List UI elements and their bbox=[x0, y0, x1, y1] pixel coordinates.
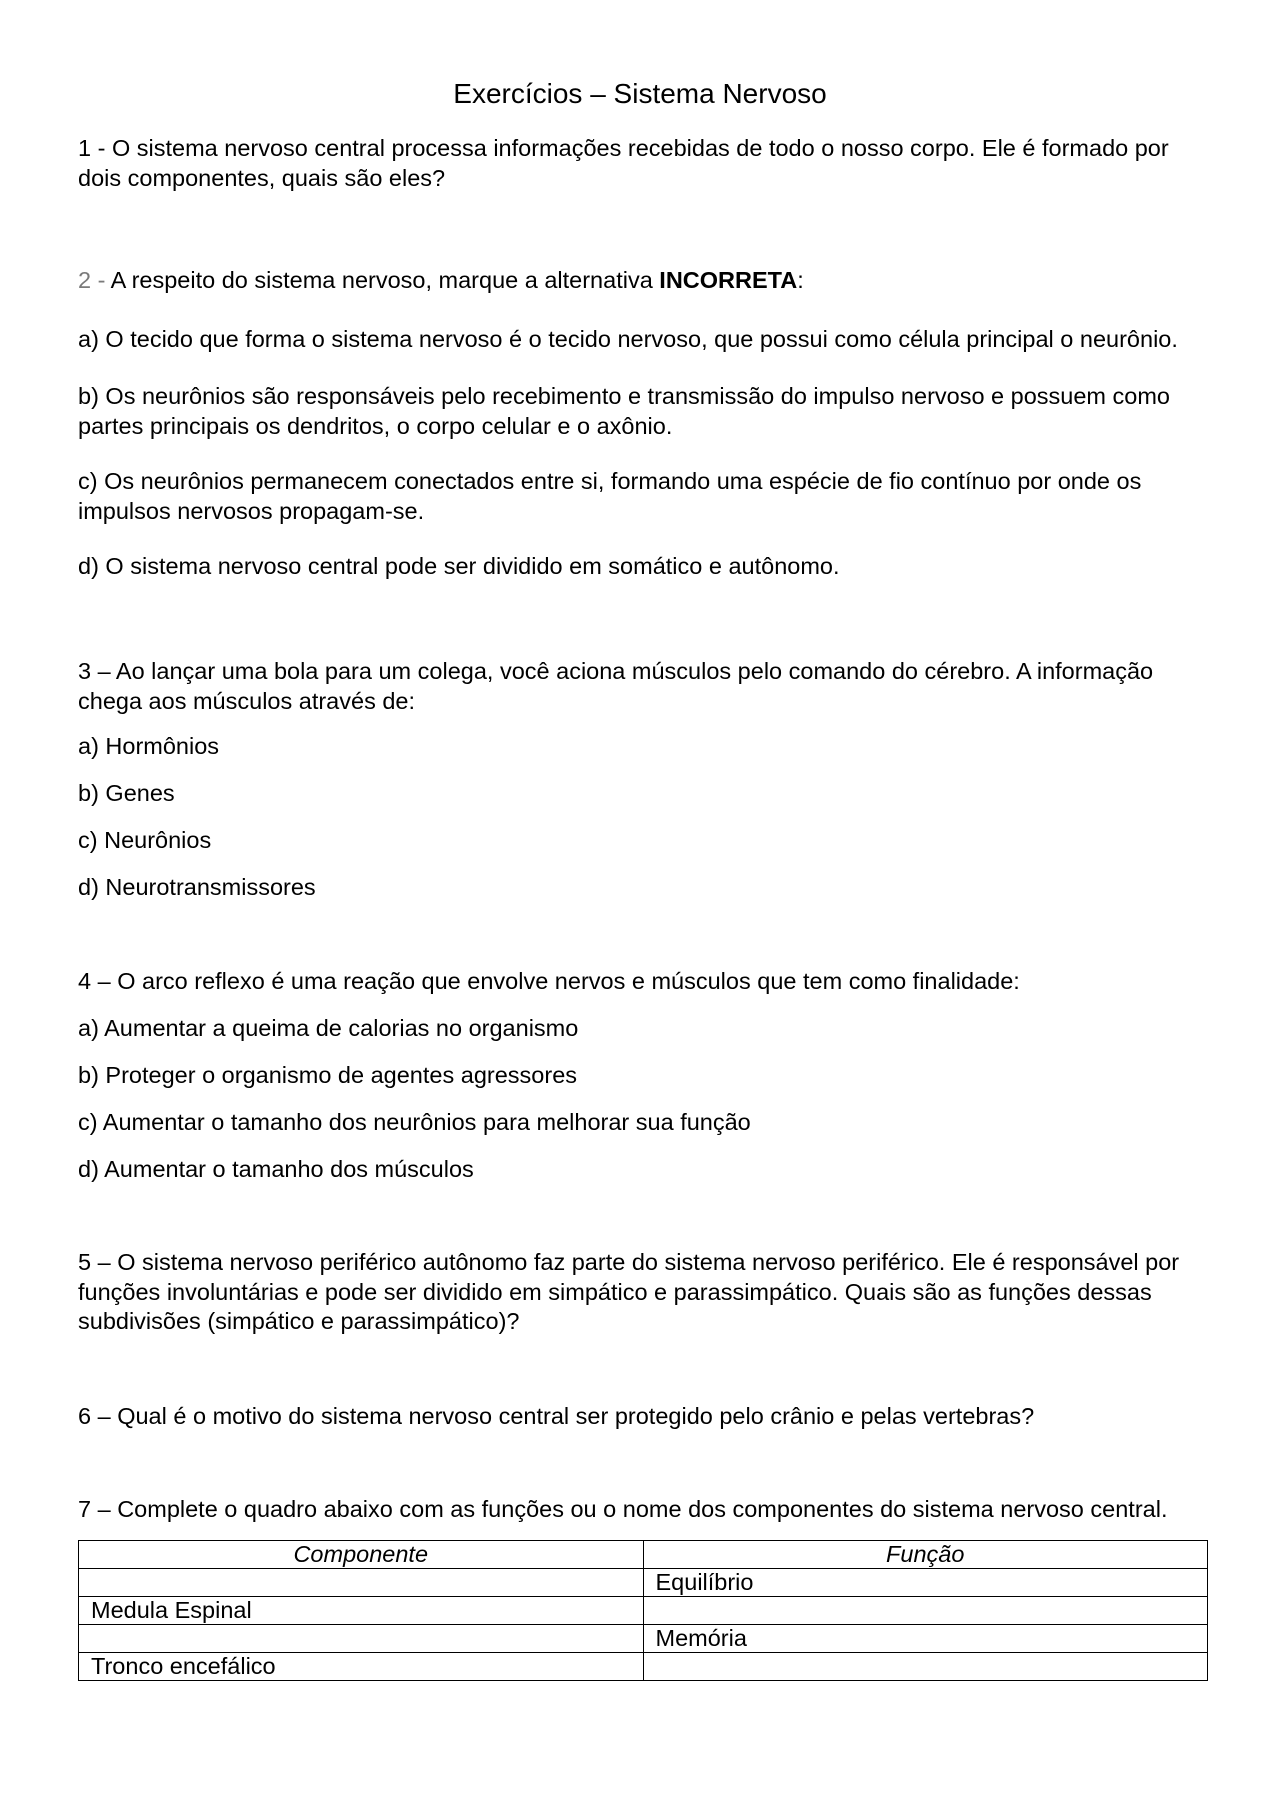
question-2-option-d: d) O sistema nervoso central pode ser dividido em somático e autônomo. bbox=[78, 553, 840, 579]
question-2-prompt bbox=[78, 266, 1208, 296]
question-7-text: 7 – Complete o quadro abaixo com as funções ou o nome dos componentes do sistema nervoso central. bbox=[78, 1496, 1168, 1522]
question-3-text: 3 – Ao lançar uma bola para um colega, você aciona músculos pelo comando do cérebro. A informação chega aos músculos através de: bbox=[78, 658, 1154, 714]
question-4-option-a: a) Aumentar a queima de calorias no organismo bbox=[78, 1015, 579, 1041]
question-2-number: 2 - bbox=[78, 267, 106, 293]
table-row bbox=[79, 1653, 1208, 1681]
table-row bbox=[79, 1625, 1208, 1653]
page-title: Exercícios – Sistema Nervoso bbox=[453, 78, 827, 109]
question-4-option-b: b) Proteger o organismo de agentes agressores bbox=[78, 1062, 578, 1088]
table-cell-funcao[interactable] bbox=[643, 1653, 1208, 1681]
table-header-componente: Componente bbox=[79, 1541, 644, 1569]
table-row bbox=[79, 1597, 1208, 1625]
table-cell-componente[interactable] bbox=[79, 1569, 644, 1597]
table-cell-funcao: Equilíbrio bbox=[643, 1569, 1208, 1597]
table-row bbox=[79, 1569, 1208, 1597]
table-cell-funcao: Memória bbox=[643, 1625, 1208, 1653]
question-4-option-d: d) Aumentar o tamanho dos músculos bbox=[78, 1156, 474, 1182]
question-4-text: 4 – O arco reflexo é uma reação que envolve nervos e músculos que tem como finalidade: bbox=[78, 968, 1020, 994]
table-cell-componente[interactable] bbox=[79, 1625, 644, 1653]
table-header-row bbox=[79, 1541, 1208, 1569]
question-2-option-a: a) O tecido que forma o sistema nervoso é o tecido nervoso, que possui como célula principal o neurônio. bbox=[78, 326, 1178, 352]
question-2-option-c: c) Os neurônios permanecem conectados entre si, formando uma espécie de fio contínuo por onde os impulsos nervosos propagam-se. bbox=[78, 468, 1142, 524]
question-3-option-b: b) Genes bbox=[78, 780, 175, 806]
table-header-funcao: Função bbox=[643, 1541, 1208, 1569]
table-cell-funcao[interactable] bbox=[643, 1597, 1208, 1625]
components-table bbox=[78, 1540, 1208, 1681]
question-3-option-a: a) Hormônios bbox=[78, 733, 220, 759]
question-1-text: 1 - O sistema nervoso central processa informações recebidas de todo o nosso corpo. Ele é formado por dois componentes, quais são eles? bbox=[78, 135, 1169, 191]
question-3-option-c: c) Neurônios bbox=[78, 827, 212, 853]
question-2-prompt-bold: INCORRETA bbox=[659, 267, 798, 293]
table-cell-componente: Medula Espinal bbox=[79, 1597, 644, 1625]
question-3-option-d: d) Neurotransmissores bbox=[78, 874, 316, 900]
question-2-prompt-start: A respeito do sistema nervoso, marque a alternativa bbox=[105, 267, 660, 293]
question-5-text: 5 – O sistema nervoso periférico autônomo faz parte do sistema nervoso periférico. Ele é responsável por funções involuntárias e pode ser dividido em simpático e parassimpático. Quais são as funções dessas subdivisões (simpático e parassimpático)? bbox=[78, 1249, 1180, 1334]
table-cell-componente: Tronco encefálico bbox=[79, 1653, 644, 1681]
question-6-text: 6 – Qual é o motivo do sistema nervoso central ser protegido pelo crânio e pelas vertebras? bbox=[78, 1403, 1035, 1429]
question-2-prompt-end: : bbox=[797, 267, 804, 293]
question-2-option-b: b) Os neurônios são responsáveis pelo recebimento e transmissão do impulso nervoso e possuem como partes principais os dendritos, o corpo celular e o axônio. bbox=[78, 383, 1171, 439]
question-4-option-c: c) Aumentar o tamanho dos neurônios para melhorar sua função bbox=[78, 1109, 751, 1135]
